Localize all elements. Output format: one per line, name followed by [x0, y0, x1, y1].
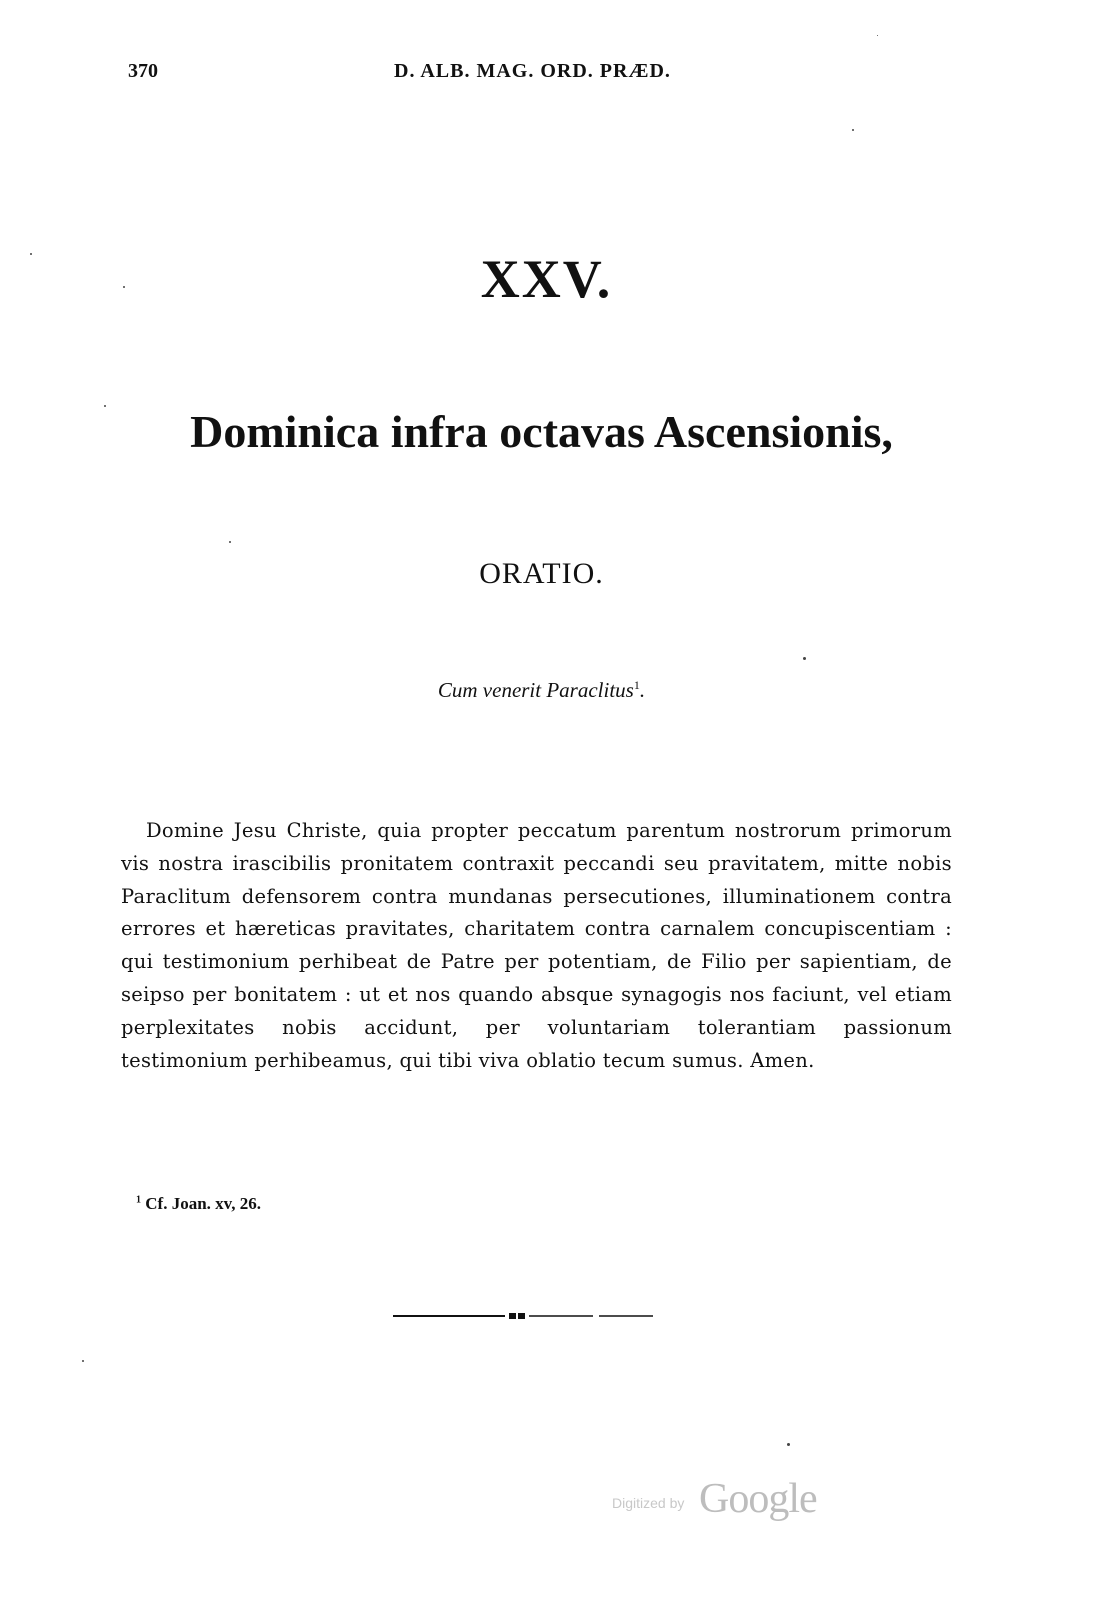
running-title: D. ALB. MAG. ORD. PRÆD. — [394, 60, 671, 82]
print-speck — [877, 35, 878, 36]
print-speck — [803, 657, 806, 660]
running-head — [128, 60, 958, 90]
watermark-small-text: Digitized by — [612, 1495, 685, 1511]
prayer-paragraph: Domine Jesu Christe, quia propter peccatum parentum nostrorum primorum vis nostra irascibilis pronitatem contraxit peccandi seu pravitatem, mitte nobis Paraclitum defensorem contra mundanas persecutiones, illuminationem contra errores et hæreticas pravitates, charitatem contra carnalem concupiscentiam : qui testimonium perhibeat de Patre per potentiam, de Filio per sapientiam, de seipso per bonitatem : ut et nos quando absque synagogis nos faciunt, vel etiam perplexitates nobis accidunt, per voluntariam tolerantiam passionum testimonium perhibeamus, qui tibi viva oblatio tecum sumus. Amen. — [121, 819, 952, 1072]
print-speck — [104, 405, 106, 407]
chapter-number: XXV. — [480, 249, 613, 309]
footnote-text: Cf. Joan. xv, 26. — [145, 1194, 261, 1213]
incipit-end: . — [639, 678, 646, 702]
footnote-mark: 1 — [136, 1194, 141, 1206]
print-speck — [123, 286, 125, 288]
print-speck — [229, 541, 231, 543]
incipit — [0, 678, 1083, 703]
incipit-footnote-mark: 1 — [633, 678, 640, 692]
digitized-watermark — [612, 1475, 842, 1525]
section-heading: ORATIO. — [479, 557, 604, 590]
print-speck — [787, 1443, 790, 1446]
footnote — [136, 1194, 261, 1214]
print-speck — [30, 253, 32, 255]
ornamental-rule — [393, 1309, 653, 1323]
watermark-google-logo: Google — [699, 1476, 817, 1522]
chapter-title: Dominica infra octavas Ascensionis, — [190, 406, 893, 457]
page-number: 370 — [128, 60, 158, 82]
incipit-text: Cum venerit Paraclitus — [437, 678, 634, 702]
print-speck — [82, 1360, 84, 1362]
print-speck — [852, 129, 854, 131]
